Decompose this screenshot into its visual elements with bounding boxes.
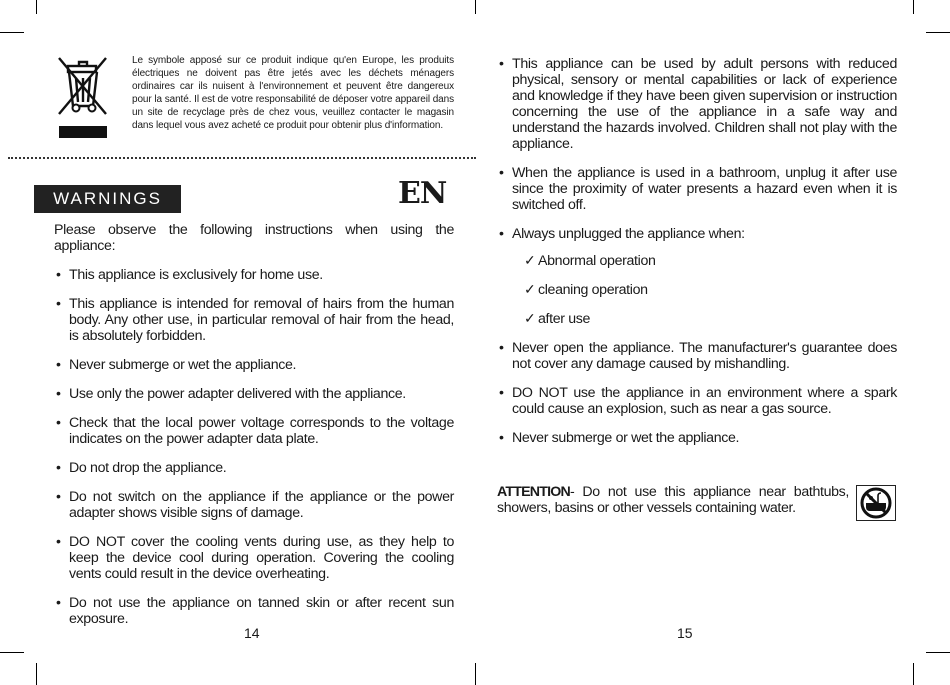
crop-mark: [0, 652, 24, 653]
check-item-label: Abnormal operation: [538, 253, 656, 269]
warning-item: • This appliance can be used by adult persons with reduced physical, sensory or mental capabilities or lack of experience and knowledge if they have been given supervision or instruction concerning the use of the appliance in a safe way and understand the hazards involved. Children shall not play with the appliance.: [497, 56, 897, 152]
checkmark-icon: ✓: [524, 253, 536, 269]
checkmark-icon: ✓: [524, 282, 536, 298]
crop-mark: [926, 32, 950, 33]
attention-label: ATTENTION: [497, 484, 570, 500]
warning-item: • Never submerge or wet the appliance.: [497, 430, 897, 446]
attention-notice: [497, 484, 849, 516]
warning-item: • Always unplugged the appliance when:: [497, 226, 897, 242]
check-item: [524, 253, 897, 269]
crop-mark: [0, 32, 24, 33]
warning-item: • Do not drop the appliance.: [54, 460, 454, 476]
warning-item: • DO NOT use the appliance in an environment where a spark could cause an explosion, such as near a gas source.: [497, 385, 897, 417]
warning-item: • This appliance is intended for removal of hairs from the human body. Any other use, in particular removal of hair from the head, is absolutely forbidden.: [54, 296, 454, 344]
language-code: EN: [398, 176, 447, 211]
warning-item: • Never submerge or wet the appliance.: [54, 357, 454, 373]
crop-mark: [926, 652, 950, 653]
page-number-left: 14: [244, 625, 260, 641]
attention-text: - Do not use this appliance near bathtubs, showers, basins or other vessels containing water.: [497, 484, 849, 516]
warnings-heading: WARNINGS: [34, 185, 181, 213]
right-column: [497, 56, 897, 459]
unplug-conditions-list: [524, 253, 897, 327]
check-item: [524, 282, 897, 298]
french-recycling-notice: Le symbole apposé sur ce produit indique qu'en Europe, les produits électriques ne doivent pas être jetés avec les déchets ménagers ordinaires car ils nuisent à l'environnement et peuvent être dangereux pour la santé. Il est de votre responsabilité de déposer votre appareil dans un site de recyclage près de chez vous, veuillez contacter le magasin dans lequel vous avez acheté ce produit pour obtenir plus d'information.: [132, 55, 454, 131]
weee-crossed-bin-icon: [54, 52, 112, 142]
intro-text: Please observe the following instructions when using the appliance:: [54, 222, 454, 254]
page-number-right: 15: [677, 625, 693, 641]
crop-mark: [36, 0, 37, 14]
check-item-label: cleaning operation: [538, 282, 648, 298]
warning-item: • Do not switch on the appliance if the appliance or the power adapter shows visible signs of damage.: [54, 489, 454, 521]
warning-item: • Do not use the appliance on tanned skin or after recent sun exposure.: [54, 595, 454, 627]
warning-list-right: [497, 56, 897, 242]
warning-list-left: [54, 267, 454, 627]
warning-item: • DO NOT cover the cooling vents during use, as they help to keep the device cool during operation. Covering the cooling vents could result in the device overheating.: [54, 534, 454, 582]
check-item: [524, 311, 897, 327]
checkmark-icon: ✓: [524, 311, 536, 327]
crop-mark: [475, 663, 476, 685]
crop-mark: [913, 0, 914, 14]
dotted-divider: [8, 157, 476, 159]
warning-item: • Never open the appliance. The manufacturer's guarantee does not cover any damage caused by mishandling.: [497, 340, 897, 372]
warning-item: • When the appliance is used in a bathroom, unplug it after use since the proximity of water presents a hazard even when it is switched off.: [497, 165, 897, 213]
check-item-label: after use: [538, 311, 591, 327]
crop-mark: [36, 663, 37, 685]
warning-list-right-bottom: [497, 340, 897, 446]
warning-item: • Use only the power adapter delivered with the appliance.: [54, 386, 454, 402]
crop-mark: [913, 663, 914, 685]
left-column: [54, 222, 454, 640]
warning-item: • This appliance is exclusively for home use.: [54, 267, 454, 283]
warning-item: • Check that the local power voltage corresponds to the voltage indicates on the power adapter data plate.: [54, 415, 454, 447]
no-bathtub-icon: [856, 485, 896, 521]
crop-mark: [475, 0, 476, 14]
